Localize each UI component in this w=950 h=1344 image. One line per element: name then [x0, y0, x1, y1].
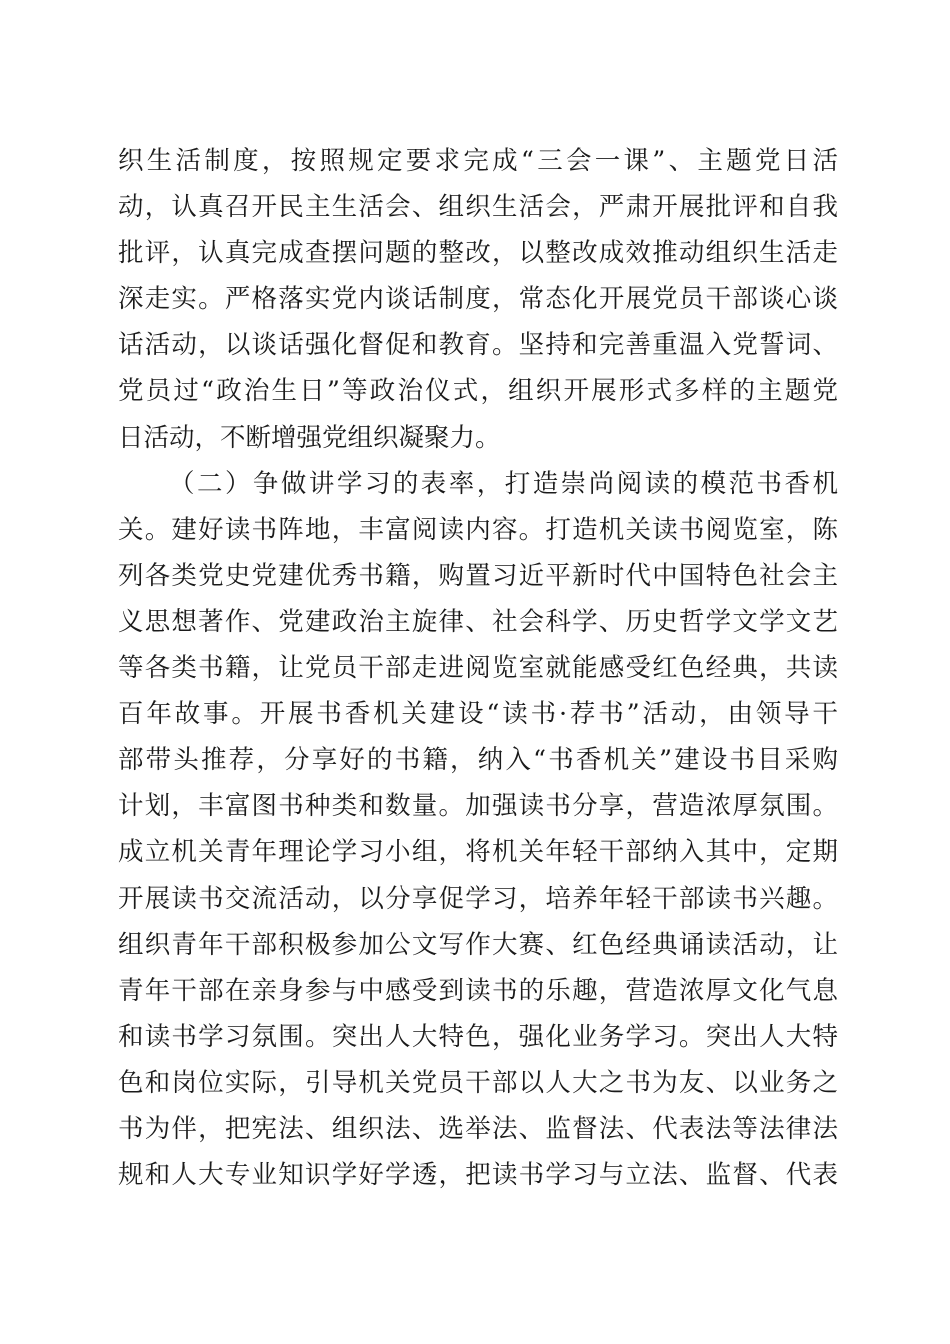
text-line: 深走实。严格落实党内谈话制度，常态化开展党员干部谈心谈: [118, 284, 838, 315]
text-line: 党员过“政治生日”等政治仪式，组织开展形式多样的主题党: [118, 376, 838, 407]
text-line: 规和人大专业知识学好学透，把读书学习与立法、监督、代表: [118, 1160, 838, 1191]
text-line: 色和岗位实际，引导机关党员干部以人大之书为友、以业务之: [118, 1067, 838, 1098]
text-line: 动，认真召开民主生活会、组织生活会，严肃开展批评和自我: [118, 192, 838, 223]
text-line: 计划，丰富图书种类和数量。加强读书分享，营造浓厚氛围。: [118, 791, 838, 822]
text-line: 批评，认真完成查摆问题的整改，以整改成效推动组织生活走: [118, 238, 838, 269]
text-line: 百年故事。开展书香机关建设“读书·荐书”活动，由领导干: [118, 699, 838, 730]
text-line: 等各类书籍，让党员干部走进阅览室就能感受红色经典，共读: [118, 653, 838, 684]
text-line: 书为伴，把宪法、组织法、选举法、监督法、代表法等法律法: [118, 1113, 838, 1144]
text-line: 开展读书交流活动，以分享促学习，培养年轻干部读书兴趣。: [118, 883, 838, 914]
text-line: 部带头推荐，分享好的书籍，纳入“书香机关”建设书目采购: [118, 745, 838, 776]
text-line: 列各类党史党建优秀书籍，购置习近平新时代中国特色社会主: [118, 560, 838, 591]
text-line: 义思想著作、党建政治主旋律、社会科学、历史哲学文学文艺: [118, 606, 838, 637]
body-text: [118, 138, 838, 1198]
text-line: 成立机关青年理论学习小组，将机关年轻干部纳入其中，定期: [118, 837, 838, 868]
text-line: 青年干部在亲身参与中感受到读书的乐趣，营造浓厚文化气息: [118, 975, 838, 1006]
text-line: 日活动，不断增强党组织凝聚力。: [118, 422, 501, 453]
text-line: 话活动，以谈话强化督促和教育。坚持和完善重温入党誓词、: [118, 330, 838, 361]
text-line: 和读书学习氛围。突出人大特色，强化业务学习。突出人大特: [118, 1021, 838, 1052]
text-line: 织生活制度，按照规定要求完成“三会一课”、主题党日活: [118, 146, 838, 176]
text-line: （二）争做讲学习的表率，打造崇尚阅读的模范书香机: [169, 468, 838, 499]
text-line: 关。建好读书阵地，丰富阅读内容。打造机关读书阅览室，陈: [118, 514, 838, 545]
text-line: 组织青年干部积极参加公文写作大赛、红色经典诵读活动，让: [118, 929, 838, 960]
